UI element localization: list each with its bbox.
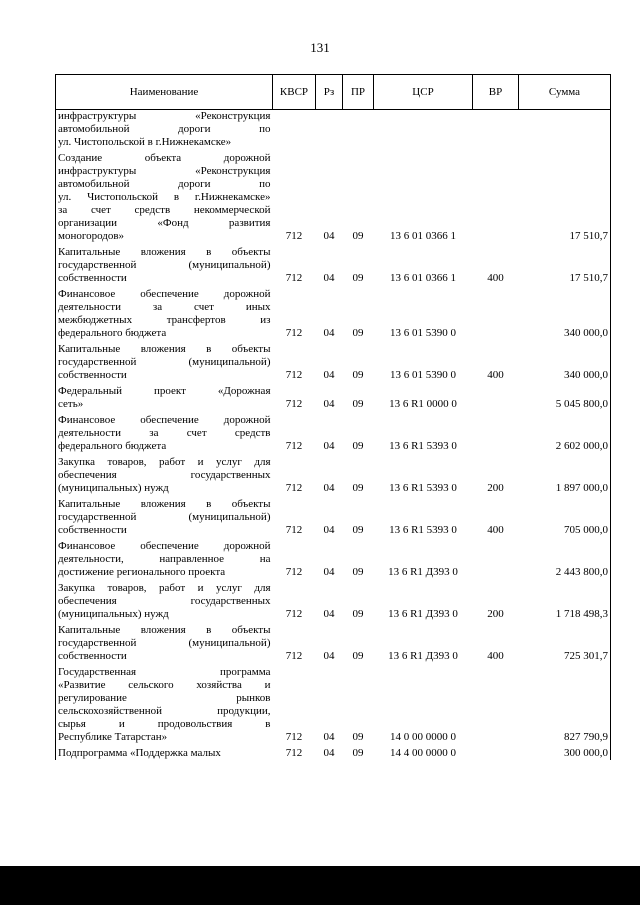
- row-csr: 13 6 R1 5393 0: [389, 440, 457, 452]
- row-name: [56, 621, 273, 663]
- row-name-line: Капитальные вложения в объекты: [58, 624, 271, 636]
- row-csr: 14 0 00 0000 0: [390, 731, 456, 743]
- row-kvsr: 712: [285, 272, 303, 284]
- row-vr: [473, 382, 519, 411]
- row-name: [56, 453, 273, 495]
- table-row: [56, 621, 611, 663]
- row-pr: 09: [352, 731, 364, 743]
- row-name: [56, 495, 273, 537]
- row-sum: 1 897 000,0: [519, 453, 611, 495]
- row-name-line: государственной (муниципальной): [58, 259, 271, 271]
- row-pr: 09: [352, 747, 364, 759]
- row-name-line: государственной (муниципальной): [58, 511, 271, 523]
- row-name-line: сырья и продовольствия в: [58, 718, 271, 730]
- row-vr: 400: [487, 650, 504, 662]
- row-name-line: (муниципальных) нужд: [58, 482, 169, 494]
- row-name-line: федерального бюджета: [58, 327, 167, 339]
- row-sum: 5 045 800,0: [519, 382, 611, 411]
- row-kvsr: 712: [285, 650, 303, 662]
- row-name-line: государственной (муниципальной): [58, 356, 271, 368]
- budget-table: [55, 74, 611, 760]
- row-rz: 04: [323, 731, 335, 743]
- row-name-line: Финансовое обеспечение дорожной: [58, 540, 271, 552]
- row-name-line: регулирование рынков: [58, 692, 271, 704]
- row-name: [56, 243, 273, 285]
- row-vr: [473, 110, 519, 150]
- row-name-line: собственности: [58, 524, 127, 536]
- table-row: [56, 285, 611, 340]
- row-csr: 13 6 R1 5393 0: [389, 482, 457, 494]
- row-sum: 340 000,0: [519, 340, 611, 382]
- row-vr: [473, 744, 519, 760]
- row-name-line: Финансовое обеспечение дорожной: [58, 288, 271, 300]
- row-rz: 04: [323, 482, 335, 494]
- row-name-line: собственности: [58, 650, 127, 662]
- col-header-sum: Сумма: [519, 75, 611, 110]
- row-sum: 705 000,0: [519, 495, 611, 537]
- row-name-line: федерального бюджета: [58, 440, 167, 452]
- row-name-line: Создание объекта дорожной: [58, 152, 271, 164]
- table-row: [56, 411, 611, 453]
- row-rz: 04: [323, 230, 335, 242]
- row-name-line: собственности: [58, 272, 127, 284]
- row-pr: 09: [352, 440, 364, 452]
- table-row: [56, 110, 611, 150]
- row-pr: 09: [352, 272, 364, 284]
- row-name-line: Капитальные вложения в объекты: [58, 343, 271, 355]
- row-csr: 13 6 01 5390 0: [390, 327, 456, 339]
- row-name-line: Закупка товаров, работ и услуг для: [58, 456, 271, 468]
- row-vr: [473, 537, 519, 579]
- table-row: [56, 579, 611, 621]
- row-rz: 04: [323, 608, 335, 620]
- row-name: [56, 382, 273, 411]
- row-name-line: ул. Чистопольской в г.Нижнекамске»: [58, 191, 271, 203]
- row-name-line: обеспечения государственных: [58, 469, 271, 481]
- row-name-line: (муниципальных) нужд: [58, 608, 169, 620]
- row-name: [56, 537, 273, 579]
- row-kvsr: 712: [285, 230, 303, 242]
- table-row: [56, 537, 611, 579]
- row-name-line: Финансовое обеспечение дорожной: [58, 414, 271, 426]
- row-vr: 200: [487, 608, 504, 620]
- col-header-pr: ПР: [343, 75, 374, 110]
- row-name-line: деятельности, направленное на: [58, 553, 271, 565]
- row-kvsr: 712: [285, 731, 303, 743]
- scan-bottom-edge: [0, 866, 640, 905]
- row-rz: 04: [323, 327, 335, 339]
- row-name-line: Закупка товаров, работ и услуг для: [58, 582, 271, 594]
- row-csr: 13 6 01 0366 1: [390, 230, 456, 242]
- table-row: [56, 149, 611, 243]
- row-name-line: инфраструктуры «Реконструкция: [58, 110, 271, 122]
- row-kvsr: 712: [285, 482, 303, 494]
- row-kvsr: 712: [285, 524, 303, 536]
- row-name: [56, 110, 273, 150]
- row-csr: [374, 110, 473, 150]
- row-sum: 300 000,0: [519, 744, 611, 760]
- row-name-line: моногородов»: [58, 230, 125, 242]
- table-row: [56, 453, 611, 495]
- row-vr: 400: [487, 369, 504, 381]
- row-name-line: автомобильной дороги по: [58, 123, 271, 135]
- row-csr: 13 6 R1 Д393 0: [388, 650, 458, 662]
- row-name: [56, 579, 273, 621]
- row-name-line: Федеральный проект «Дорожная: [58, 385, 271, 397]
- row-kvsr: 712: [285, 747, 303, 759]
- row-kvsr: 712: [285, 608, 303, 620]
- row-rz: 04: [323, 566, 335, 578]
- col-header-csr: ЦСР: [374, 75, 473, 110]
- row-kvsr: 712: [285, 566, 303, 578]
- row-pr: [343, 110, 374, 150]
- row-name: [56, 663, 273, 744]
- table-row: [56, 495, 611, 537]
- row-vr: [473, 663, 519, 744]
- row-name-line: сеть»: [58, 398, 84, 410]
- row-sum: 17 510,7: [519, 243, 611, 285]
- row-name-line: автомобильной дороги по: [58, 178, 271, 190]
- row-name-line: Капитальные вложения в объекты: [58, 498, 271, 510]
- row-pr: 09: [352, 482, 364, 494]
- row-name: [56, 285, 273, 340]
- row-sum: 340 000,0: [519, 285, 611, 340]
- row-rz: 04: [323, 747, 335, 759]
- col-header-kvsr: КВСР: [273, 75, 316, 110]
- row-pr: 09: [352, 608, 364, 620]
- table-row: [56, 663, 611, 744]
- row-sum: 1 718 498,3: [519, 579, 611, 621]
- table-row: [56, 340, 611, 382]
- row-sum: 725 301,7: [519, 621, 611, 663]
- row-name-line: ул. Чистопольской в г.Нижнекамске»: [58, 136, 232, 148]
- row-name-line: «Развитие сельского хозяйства и: [58, 679, 271, 691]
- row-rz: 04: [323, 272, 335, 284]
- row-name: [56, 149, 273, 243]
- row-pr: 09: [352, 230, 364, 242]
- row-name-line: обеспечения государственных: [58, 595, 271, 607]
- row-pr: 09: [352, 566, 364, 578]
- row-rz: 04: [323, 524, 335, 536]
- row-vr: 200: [487, 482, 504, 494]
- row-vr: [473, 285, 519, 340]
- row-name-line: государственной (муниципальной): [58, 637, 271, 649]
- row-vr: [473, 411, 519, 453]
- row-pr: 09: [352, 369, 364, 381]
- row-csr: 13 6 R1 Д393 0: [388, 566, 458, 578]
- table-row: [56, 744, 611, 760]
- row-sum: 2 443 800,0: [519, 537, 611, 579]
- row-rz: 04: [323, 398, 335, 410]
- table-header-row: [56, 75, 611, 110]
- row-rz: 04: [323, 369, 335, 381]
- col-header-name: Наименование: [56, 75, 273, 110]
- row-name-line: Республике Татарстан»: [58, 731, 168, 743]
- row-vr: 400: [487, 524, 504, 536]
- row-csr: 13 6 01 0366 1: [390, 272, 456, 284]
- row-csr: 13 6 R1 Д393 0: [388, 608, 458, 620]
- row-kvsr: 712: [285, 440, 303, 452]
- row-name-line: за счет средств некоммерческой: [58, 204, 271, 216]
- row-vr: 400: [487, 272, 504, 284]
- row-sum: 2 602 000,0: [519, 411, 611, 453]
- row-pr: 09: [352, 327, 364, 339]
- row-name-line: инфраструктуры «Реконструкция: [58, 165, 271, 177]
- row-name-line: Государственная программа: [58, 666, 271, 678]
- row-pr: 09: [352, 650, 364, 662]
- row-name-line: деятельности за счет иных: [58, 301, 271, 313]
- row-rz: 04: [323, 440, 335, 452]
- col-header-rz: Рз: [316, 75, 343, 110]
- row-kvsr: 712: [285, 327, 303, 339]
- table-row: [56, 382, 611, 411]
- row-csr: 13 6 R1 5393 0: [389, 524, 457, 536]
- row-sum: 17 510,7: [519, 149, 611, 243]
- row-name: [56, 744, 273, 760]
- row-sum: [519, 110, 611, 150]
- row-name-line: Подпрограмма «Поддержка малых: [58, 747, 221, 759]
- row-csr: 14 4 00 0000 0: [390, 747, 456, 759]
- row-name: [56, 340, 273, 382]
- row-pr: 09: [352, 524, 364, 536]
- row-rz: [316, 110, 343, 150]
- row-kvsr: 712: [285, 398, 303, 410]
- row-name-line: сельскохозяйственной продукции,: [58, 705, 271, 717]
- row-csr: 13 6 R1 0000 0: [389, 398, 457, 410]
- row-kvsr: 712: [285, 369, 303, 381]
- row-kvsr: [273, 110, 316, 150]
- row-rz: 04: [323, 650, 335, 662]
- row-csr: 13 6 01 5390 0: [390, 369, 456, 381]
- row-name-line: межбюджетных трансфертов из: [58, 314, 271, 326]
- row-pr: 09: [352, 398, 364, 410]
- row-name-line: деятельности за счет средств: [58, 427, 271, 439]
- table-row: [56, 243, 611, 285]
- row-name-line: достижение регионального проекта: [58, 566, 226, 578]
- row-name-line: собственности: [58, 369, 127, 381]
- row-name: [56, 411, 273, 453]
- row-sum: 827 790,9: [519, 663, 611, 744]
- page-number: 131: [310, 40, 330, 55]
- col-header-vr: ВР: [473, 75, 519, 110]
- row-name-line: организации «Фонд развития: [58, 217, 271, 229]
- row-name-line: Капитальные вложения в объекты: [58, 246, 271, 258]
- row-vr: [473, 149, 519, 243]
